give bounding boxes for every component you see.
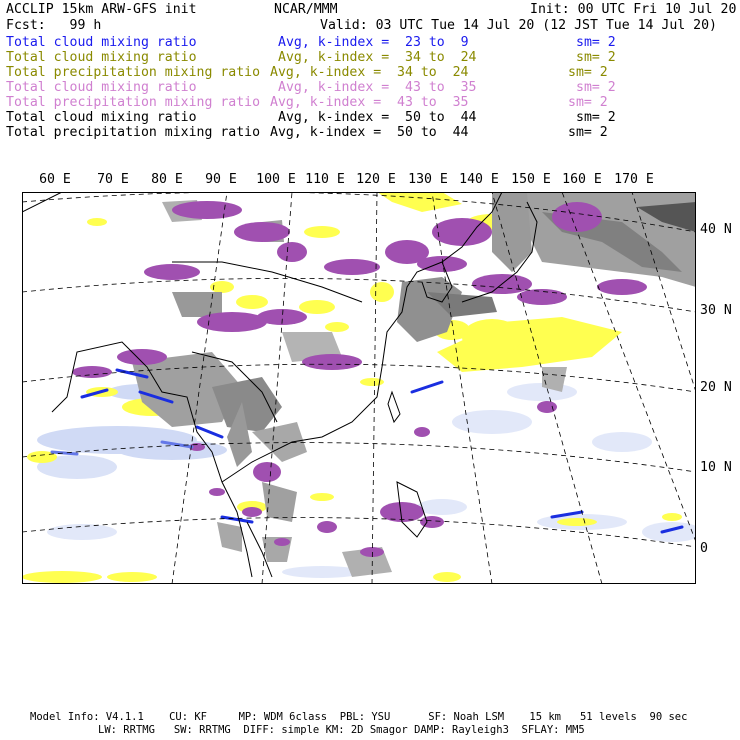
weather-map — [22, 192, 696, 584]
longitude-label: 110 E — [305, 172, 345, 187]
legend-row — [6, 95, 736, 110]
legend-field: Total precipitation mixing ratio — [6, 65, 261, 80]
legend-stat: Avg, k-index = 43 to 35 — [270, 95, 469, 110]
latitude-label: 10 N — [700, 460, 732, 475]
legend-field: Total cloud mixing ratio — [6, 50, 197, 65]
legend-stat: Avg, k-index = 34 to 24 — [278, 50, 477, 65]
legend-field: Total cloud mixing ratio — [6, 110, 197, 125]
legend-field: Total cloud mixing ratio — [6, 35, 197, 50]
legend-row — [6, 50, 736, 65]
legend-field: Total cloud mixing ratio — [6, 80, 197, 95]
legend-sm: sm= 2 — [576, 80, 616, 95]
legend-row — [6, 125, 736, 140]
legend-sm: sm= 2 — [568, 95, 608, 110]
legend-stat: Avg, k-index = 23 to 9 — [278, 35, 469, 50]
init-time: Init: 00 UTC Fri 10 Jul 20 — [530, 2, 737, 17]
legend-row — [6, 35, 736, 50]
legend-stat: Avg, k-index = 34 to 24 — [270, 65, 469, 80]
longitude-label: 160 E — [562, 172, 602, 187]
longitude-label: 170 E — [614, 172, 654, 187]
legend-field: Total precipitation mixing ratio — [6, 125, 261, 140]
longitude-label: 60 E — [39, 172, 71, 187]
forecast-hour: Fcst: 99 h — [6, 18, 102, 33]
latitude-label: 30 N — [700, 303, 732, 318]
organization-label: NCAR/MMM — [274, 2, 338, 17]
legend-sm: sm= 2 — [576, 50, 616, 65]
longitude-label: 120 E — [356, 172, 396, 187]
model-info-line-1: Model Info: V4.1.1 CU: KF MP: WDM 6class PBL: YSU SF: Noah LSM 15 km 51 levels 90 sec — [30, 711, 688, 723]
latitude-label: 40 N — [700, 222, 732, 237]
legend-field: Total precipitation mixing ratio — [6, 95, 261, 110]
legend-sm: sm= 2 — [576, 110, 616, 125]
longitude-label: 130 E — [408, 172, 448, 187]
legend-stat: Avg, k-index = 50 to 44 — [270, 125, 469, 140]
longitude-label: 140 E — [459, 172, 499, 187]
longitude-label: 150 E — [511, 172, 551, 187]
legend-row — [6, 80, 736, 95]
legend-sm: sm= 2 — [576, 35, 616, 50]
legend-row — [6, 65, 736, 80]
legend-stat: Avg, k-index = 43 to 35 — [278, 80, 477, 95]
longitude-label: 70 E — [97, 172, 129, 187]
longitude-label: 90 E — [205, 172, 237, 187]
model-title: ACCLIP 15km ARW-GFS init — [6, 2, 197, 17]
latitude-label: 0 — [700, 541, 708, 556]
latitude-label: 20 N — [700, 380, 732, 395]
longitude-label: 100 E — [256, 172, 296, 187]
legend-sm: sm= 2 — [568, 65, 608, 80]
model-info-line-2: LW: RRTMG SW: RRTMG DIFF: simple KM: 2D Smagor DAMP: Rayleigh3 SFLAY: MM5 — [98, 724, 585, 736]
longitude-label: 80 E — [151, 172, 183, 187]
legend-sm: sm= 2 — [568, 125, 608, 140]
legend-stat: Avg, k-index = 50 to 44 — [278, 110, 477, 125]
legend-row — [6, 110, 736, 125]
valid-time: Valid: 03 UTC Tue 14 Jul 20 (12 JST Tue 14 Jul 20) — [320, 18, 717, 33]
